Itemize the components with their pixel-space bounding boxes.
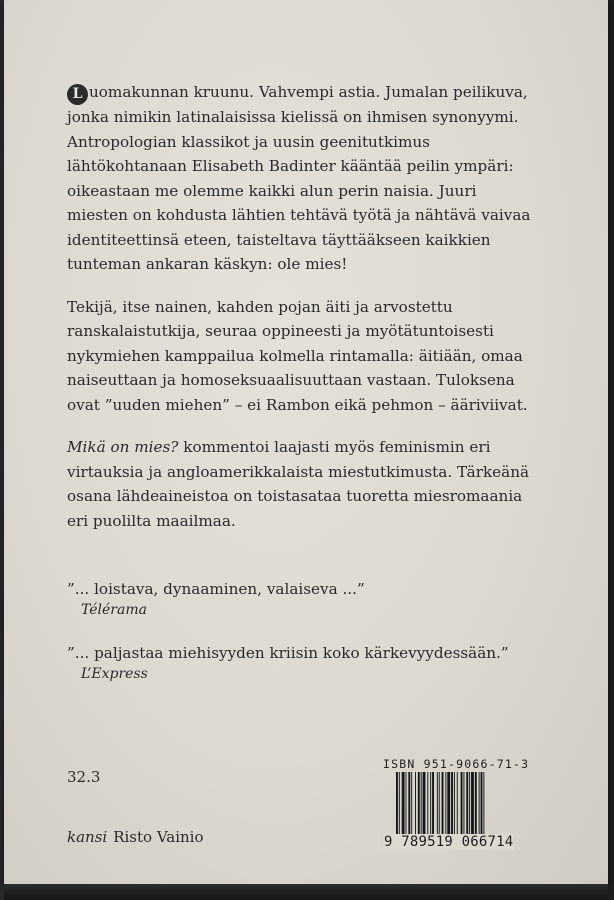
barcode-bar <box>445 772 446 834</box>
barcode-bar <box>421 772 422 834</box>
dropcap-letter: L <box>67 84 88 105</box>
blurb-line: nykymiehen kamppailua kolmella rintamalla: äitiään, omaa <box>67 346 523 365</box>
blurb-line: naiseuttaan ja homoseksuaalisuuttaan vastaan. Tuloksena <box>67 371 515 389</box>
blurb-line: jonka nimikin latinalaisissa kielissä on ihmisen synonyymi. <box>67 108 519 126</box>
barcode-bar <box>406 772 407 834</box>
blurb-line-text: uomakunnan kruunu. Vahvempi astia. Jumalan peilikuva, <box>89 83 528 101</box>
credit-name: Risto Vainio <box>113 828 204 846</box>
blurb-line: virtauksia ja angloamerikkalaista miestutkimusta. Tärkeänä <box>67 462 530 481</box>
blurb-line: oikeastaan me olemme kaikki alun perin naisia. Juuri <box>67 181 477 200</box>
quote-source: L’Express <box>81 666 148 682</box>
quote-text: ”... loistava, dynaaminen, valaiseva ...” <box>67 580 365 598</box>
barcode-bar <box>454 772 455 834</box>
cover-credit <box>67 828 204 846</box>
barcode-bar <box>427 772 428 834</box>
blurb-line: osana lähdeaineistoa on toistasataa tuoretta miesromaania <box>67 487 523 505</box>
barcode-bar <box>475 772 477 834</box>
cover-bottom-edge <box>4 884 608 900</box>
blurb-line-text: kommentoi laajasti myös feminismin eri <box>178 438 491 456</box>
barcode-bar <box>432 772 434 834</box>
barcode-bar <box>402 772 405 834</box>
barcode-bar <box>469 772 470 834</box>
quote-text: ”... paljastaa miehisyyden kriisin koko kärkevyydessään.” <box>67 644 509 662</box>
book-title-italic: Mikä on mies? <box>67 438 179 456</box>
barcode-bar <box>463 772 464 834</box>
barcode-bar <box>471 772 474 834</box>
blurb-line: lähtökohtanaan Elisabeth Badinter kääntää peilin ympäri: <box>67 157 514 175</box>
credit-role: kansi <box>67 828 108 846</box>
isbn-label: ISBN 951-9066-71-3 <box>383 757 530 771</box>
blurb-line: miesten on kohdusta lähtien tehtävä työtä ja nähtävä vaivaa <box>67 206 531 224</box>
barcode-bar <box>408 772 410 834</box>
blurb-paragraph-3 <box>67 435 547 533</box>
blurb-line: ranskalaistutkija, seuraa oppineesti ja myötätuntoisesti <box>67 322 494 340</box>
barcode-bar <box>479 772 480 834</box>
blurb-line <box>67 435 547 460</box>
blurb-line: Tekijä, itse nainen, kahden pojan äiti ja arvostettu <box>67 297 453 316</box>
blurb-line: identiteettinsä eteen, taisteltava täyttääkseen kaikkien <box>67 230 491 249</box>
library-classification: 32.3 <box>67 768 101 786</box>
blurb-line: Antropologian klassikot ja uusin geenitutkimus <box>67 132 430 151</box>
barcode-bar <box>466 772 468 834</box>
barcode-bar <box>418 772 420 834</box>
barcode-bar <box>415 772 416 834</box>
blurb-text <box>67 80 547 551</box>
quote-source: Télérama <box>81 602 147 618</box>
barcode-bar <box>437 772 438 834</box>
barcode-digits: 9 789519 066714 <box>384 834 514 850</box>
barcode-bar <box>423 772 426 834</box>
blurb-line: ovat ”uuden miehen” – ei Rambon eikä pehmon – ääriviivat. <box>67 395 528 414</box>
review-quote-2 <box>67 642 509 684</box>
barcode-bar <box>447 772 450 834</box>
barcode-bar <box>457 772 458 834</box>
barcode-bar <box>411 772 412 834</box>
blurb-line: tunteman ankaran käskyn: ole mies! <box>67 255 348 273</box>
blurb-line <box>67 80 547 105</box>
barcode-bar <box>461 772 463 834</box>
barcode-bar <box>451 772 453 834</box>
blurb-line: eri puolilta maailmaa. <box>67 511 236 530</box>
review-quote-1 <box>67 578 365 620</box>
blurb-paragraph-1 <box>67 80 547 277</box>
blurb-paragraph-2 <box>67 295 547 418</box>
barcode-bar <box>430 772 431 834</box>
